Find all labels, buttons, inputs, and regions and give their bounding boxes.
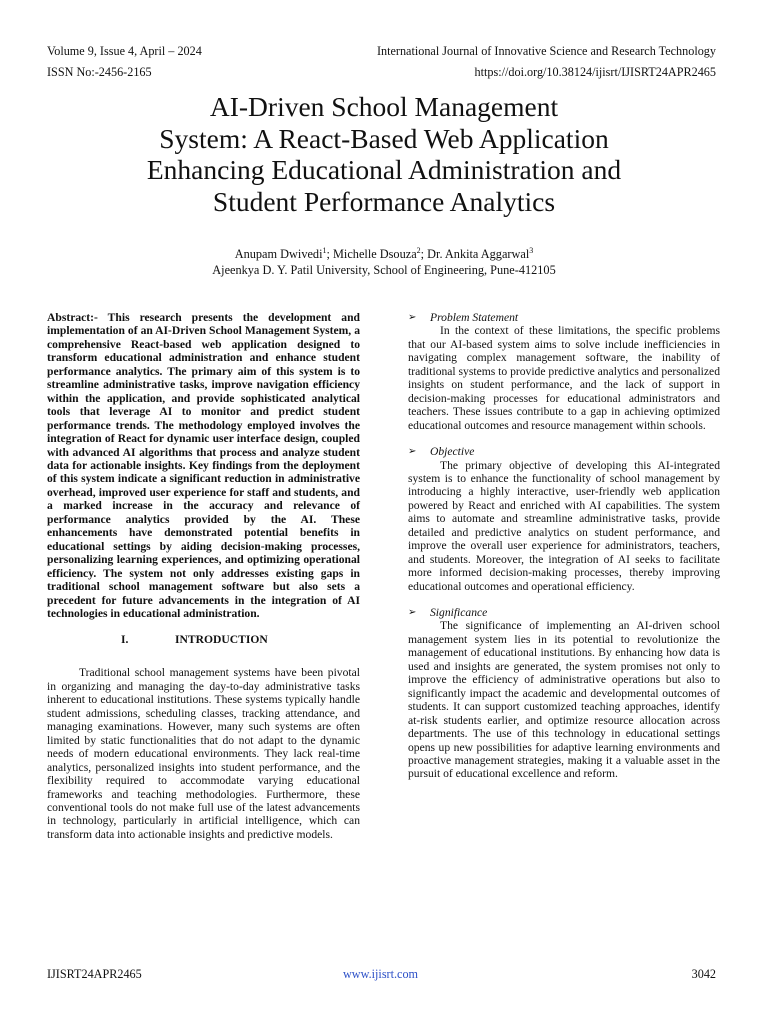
affiliation-mark: 2 [416,245,421,255]
website-link[interactable]: www.ijisrt.com [343,967,419,981]
arrow-bullet-icon: ➢ [408,312,417,323]
section-heading [47,633,360,647]
journal-name: International Journal of Innovative Science and Research Technology [376,44,716,58]
author-list [60,247,708,263]
introduction-paragraph: Traditional school management systems have been pivotal in organizing and managing the day-to-day administrative tasks inherent to educational institutions. These systems typically handle student admissions, scheduling classes, tracking attendance, and managing examinations. However, many such systems are often limited by static functionalities that do not adapt to the dynamic needs of modern educational environments. They lack real-time analytics, personalized insights into student performance, and the flexibility required to accommodate varying educational frameworks and teaching methodologies. Furthermore, these conventional tools do not make full use of the latest advancements in technology, particularly in artificial intelligence, which can transform data into actionable insights and predictive models. [47,666,360,841]
objective-paragraph: The primary objective of developing this AI-integrated system is to enhance the functionality of school management by introducing a highly interactive, user-friendly web application powered by React and enriched with AI capabilities. The system aims to automate and streamline administrative tasks, provide detailed and predictive analytics on student performance, and improve the overall user experience for administrators, teachers, and students. Moreover, the integration of AI seeks to facilitate more informed decision-making processes, thereby improving educational outcomes and operational efficiency. [408,458,720,593]
paper-title [60,91,708,217]
subsection-title: Significance [430,606,488,620]
title-line: Enhancing Educational Administration and [146,154,622,185]
significance-paragraph: The significance of implementing an AI-driven school management system lies in its potential to revolutionize the management of educational institutions. By enhancing how data is used and insights are generated, the system promises not only to improve the efficiency of administrative operations but also to significantly impact the academic and developmental outcomes of students. It can support customized teaching approaches, identify at-risk students earlier, and optimize resource allocation across departments. The use of this technology in educational settings opens up new possibilities for adaptive learning environments and proactive management strategies, making it a valuable asset in the pursuit of educational excellence and reform. [408,619,720,781]
right-column [408,311,720,781]
left-column [47,311,360,841]
problem-paragraph: In the context of these limitations, the specific problems that our AI-based system aims to solve include inefficiencies in navigating complex management software, the inability of traditional systems to provide predictive analytics and personalized insights on student performance, and the lack of support in decision-making processes for educational administrators and teachers. These issues contribute to a gap in achieving optimized educational outcomes and resource management within schools. [408,324,720,432]
paper-id: IJISRT24APR2465 [47,967,142,981]
title-line: Student Performance Analytics [212,185,556,217]
author-name: ; Dr. Ankita Aggarwal [420,247,530,261]
arrow-bullet-icon: ➢ [408,446,417,458]
author-block [60,247,708,278]
subsection-title: Problem Statement [430,311,519,324]
author-name: ; Michelle Dsouza [326,247,417,261]
subsection-heading-significance [408,606,720,619]
doi-link[interactable]: https://doi.org/10.38124/ijisrt/IJISRT24APR2465 [474,65,716,79]
subsection-heading-objective [408,445,720,458]
page-number: 3042 [691,967,716,981]
author-name: Anupam Dwivedi [234,247,323,261]
section-title: INTRODUCTION [175,633,268,647]
abstract: Abstract:- This research presents the development and implementation of an AI-Driven School Management System, a comprehensive React-based web application designed to transform educational administration and enhance student performance analytics. The primary aim of this system is to streamline administrative tasks, improve navigation efficiency within the application, and provide sophisticated analytical tools that leverage AI to monitor and predict student performance trends. The methodology employed involves the integration of React for dynamic user interface design, coupled with advanced AI algorithms that process and analyze student data for actionable insights. Key findings from the deployment of this system indicate a significant reduction in administrative overhead, improved user experience for staff and students, and a marked increase in the accuracy and relevance of performance analytics provided by the AI. These enhancements have demonstrated potential benefits in educational settings by aiding decision-making processes, personalizing learning experiences, and optimizing operational efficiency. The system not only addresses existing gaps in traditional school management software but also sets a precedent for future advancements in the integration of AI technologies in educational administration. [47,311,360,620]
issn: ISSN No:-2456-2165 [47,65,152,79]
volume-issue: Volume 9, Issue 4, April – 2024 [47,44,202,58]
subsection-title: Objective [430,445,475,459]
subsection-heading-problem [408,311,720,324]
title-line: AI-Driven School Management [209,91,559,122]
affiliation-mark: 3 [529,245,534,255]
affiliation: Ajeenkya D. Y. Patil University, School of Engineering, Pune-412105 [212,262,556,277]
arrow-bullet-icon: ➢ [408,607,417,619]
affiliation-mark: 1 [322,245,327,255]
section-number: I. [121,633,129,647]
title-line: System: A React-Based Web Application [159,122,609,154]
